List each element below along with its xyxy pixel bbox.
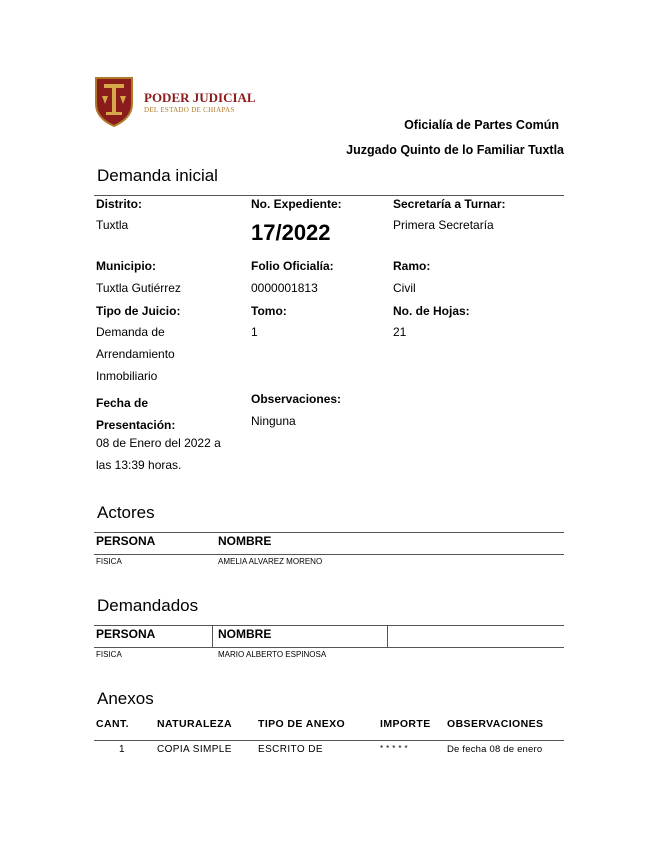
ramo-label: Ramo: [393, 259, 431, 273]
cell-cantidad: 1 [119, 744, 125, 755]
secretaria-value: Primera Secretaría [393, 218, 494, 232]
ramo-value: Civil [393, 281, 416, 295]
table-header-border [94, 740, 564, 741]
expediente-label: No. Expediente: [251, 197, 342, 211]
col-header-nombre: NOMBRE [218, 534, 272, 548]
tipo-juicio-line: Inmobiliario [96, 369, 158, 383]
section-title-actores: Actores [97, 503, 155, 522]
office-name: Oficialía de Partes Común [404, 118, 559, 132]
table-row [96, 557, 564, 569]
distrito-value: Tuxtla [96, 218, 129, 232]
logo-subtitle: DEL ESTADO DE CHIAPAS [144, 106, 235, 114]
section-divider [94, 195, 564, 196]
col-header-cantidad: CANT. [96, 718, 129, 730]
hojas-value: 21 [393, 325, 407, 339]
fecha-value [96, 432, 221, 476]
tipo-juicio-value [96, 321, 175, 387]
cell-observaciones: De fecha 08 de enero [447, 744, 543, 755]
hojas-label: No. de Hojas: [393, 304, 470, 318]
section-title-demanda: Demanda inicial [97, 166, 218, 185]
municipio-value: Tuxtla Gutiérrez [96, 281, 181, 295]
col-header-tipo-anexo: TIPO DE ANEXO [258, 718, 346, 730]
col-header-importe: IMPORTE [380, 718, 431, 730]
table-top-border [94, 625, 564, 626]
court-name: Juzgado Quinto de lo Familiar Tuxtla [346, 143, 564, 157]
col-header-persona: PERSONA [96, 534, 156, 548]
cell-nombre: AMELIA ALVAREZ MORENO [218, 557, 323, 566]
table-row [94, 744, 564, 758]
section-title-demandados: Demandados [97, 596, 199, 615]
fecha-label-line: Presentación: [96, 418, 176, 432]
section-title-anexos: Anexos [97, 689, 154, 708]
folio-value: 0000001813 [251, 281, 318, 295]
expediente-value: 17/2022 [251, 220, 331, 245]
tomo-value: 1 [251, 325, 258, 339]
folio-label: Folio Oficialía: [251, 259, 334, 273]
tipo-juicio-label: Tipo de Juicio: [96, 304, 181, 318]
table-top-border [94, 532, 564, 533]
cell-tipo-anexo: ESCRITO DE [258, 744, 323, 755]
observaciones-label: Observaciones: [251, 392, 342, 406]
column-divider [387, 625, 388, 647]
cell-naturaleza: COPIA SIMPLE [157, 744, 232, 755]
col-header-observaciones: OBSERVACIONES [447, 718, 544, 730]
tipo-juicio-line: Demanda de [96, 325, 165, 339]
table-row [96, 650, 564, 662]
municipio-label: Municipio: [96, 259, 156, 273]
observaciones-value: Ninguna [251, 414, 296, 428]
cell-nombre: MARIO ALBERTO ESPINOSA [218, 650, 327, 659]
col-header-nombre: NOMBRE [218, 627, 272, 641]
fecha-label-line: Fecha de [96, 396, 149, 410]
secretaria-label: Secretaría a Turnar: [393, 197, 506, 211]
cell-persona: FISICA [96, 650, 122, 659]
cell-importe: * * * * * [380, 744, 409, 753]
tomo-label: Tomo: [251, 304, 287, 318]
cell-persona: FISICA [96, 557, 122, 566]
court-seal-icon [92, 74, 136, 128]
col-header-persona: PERSONA [96, 627, 156, 641]
table-header-border [94, 647, 564, 648]
table-header-border [94, 554, 564, 555]
column-divider [212, 625, 213, 647]
fecha-line: las 13:39 horas. [96, 458, 182, 472]
fecha-label [96, 392, 175, 436]
logo-title: PODER JUDICIAL [144, 90, 256, 105]
fecha-line: 08 de Enero del 2022 a [96, 436, 221, 450]
distrito-label: Distrito: [96, 197, 142, 211]
col-header-naturaleza: NATURALEZA [157, 718, 232, 730]
logo [92, 74, 256, 130]
tipo-juicio-line: Arrendamiento [96, 347, 175, 361]
